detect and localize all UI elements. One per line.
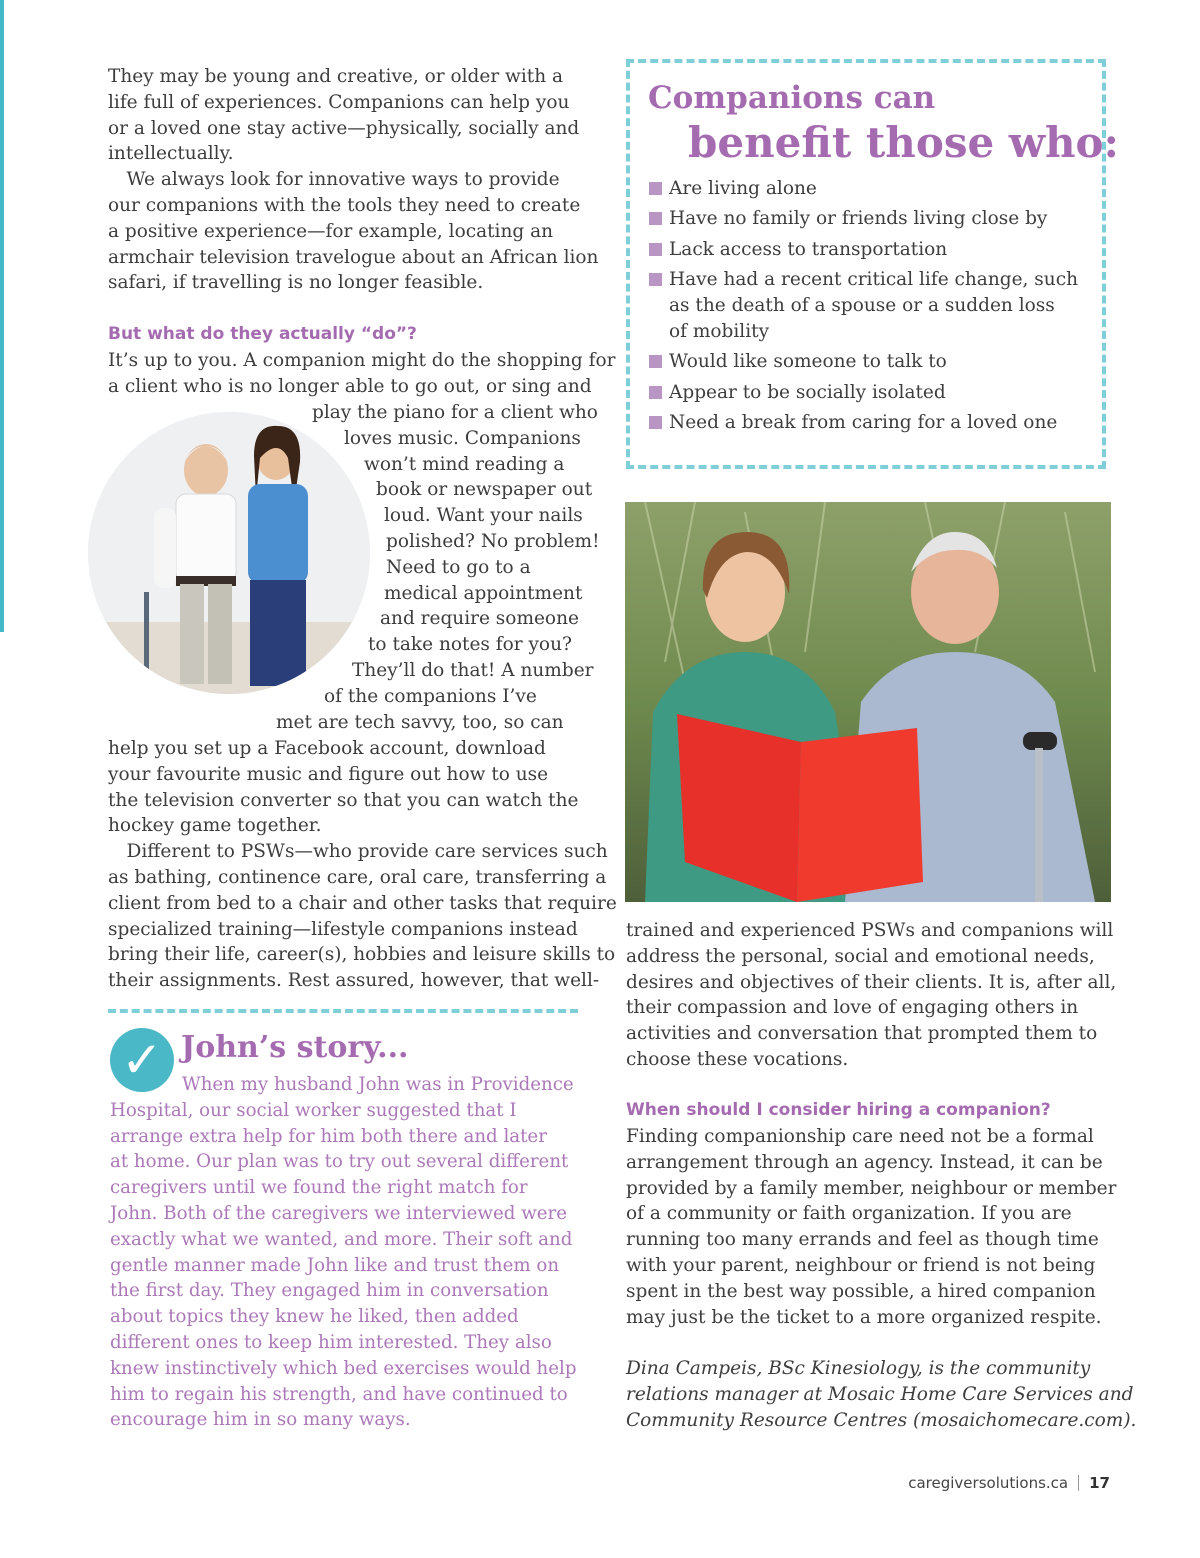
benefit-item-line: Have no family or friends living close by bbox=[669, 208, 1048, 230]
when-paragraph bbox=[626, 1124, 1116, 1330]
do-wrap-line: loud. Want your nails bbox=[384, 505, 583, 527]
intro-paragraphs bbox=[108, 64, 598, 296]
benefit-item-line: Are living alone bbox=[669, 178, 817, 199]
do-wrap-line: play the piano for a client who bbox=[312, 402, 598, 423]
do-bottom-line: their assignments. Rest assured, however, that well- bbox=[108, 970, 600, 992]
story-line: arrange extra help for him both there and later bbox=[110, 1125, 547, 1147]
do-bottom-line: client from bed to a chair and other tasks that require bbox=[108, 892, 617, 914]
benefits-list bbox=[648, 176, 1078, 440]
sidebar-title-line1: Companions can bbox=[648, 80, 936, 116]
benefit-item bbox=[648, 410, 1078, 436]
continued-paragraph bbox=[626, 918, 1116, 1073]
story-line: When my husband John was in Providence bbox=[182, 1074, 574, 1095]
benefit-item bbox=[648, 349, 1078, 375]
section-heading-when-hire: When should I consider hiring a companion? bbox=[626, 1100, 1051, 1120]
when-line: running too many errands and feel as though time bbox=[626, 1229, 1099, 1251]
do-bottom-line: Different to PSWs—who provide care services such bbox=[108, 841, 608, 863]
do-bottom-line: as bathing, continence care, oral care, transferring a bbox=[108, 866, 607, 888]
do-wrap-line: won’t mind reading a bbox=[364, 453, 565, 475]
do-wrap-line: and require someone bbox=[380, 608, 579, 630]
intro-line: safari, if travelling is no longer feasible. bbox=[108, 272, 484, 294]
continued-line: their compassion and love of engaging others in bbox=[626, 997, 1079, 1019]
benefit-item-line: of mobility bbox=[669, 320, 770, 342]
benefit-item bbox=[648, 380, 1078, 406]
benefit-item-line: as the death of a spouse or a sudden loss bbox=[669, 294, 1055, 316]
when-line: provided by a family member, neighbour or member bbox=[626, 1177, 1117, 1199]
continued-line: desires and objectives of their clients. It is, after all, bbox=[626, 971, 1117, 993]
intro-line: our companions with the tools they need to create bbox=[108, 194, 581, 216]
do-paragraph-bottom bbox=[108, 736, 617, 994]
left-edge-accent-bar bbox=[0, 0, 4, 632]
do-bottom-line: bring their life, career(s), hobbies and leisure skills to bbox=[108, 944, 616, 966]
story-line: about topics they knew he liked, then added bbox=[110, 1306, 519, 1328]
when-line: with your parent, neighbour or friend is not being bbox=[626, 1254, 1096, 1276]
story-line: at home. Our plan was to try out several different bbox=[110, 1151, 569, 1173]
do-top-line: a client who is no longer able to go out, or sing and bbox=[108, 375, 592, 397]
do-top-line: It’s up to you. A companion might do the shopping for bbox=[108, 350, 616, 371]
do-wrap-line: book or newspaper out bbox=[376, 479, 593, 501]
intro-line: or a loved one stay active—physically, socially and bbox=[108, 117, 580, 139]
story-line: exactly what we wanted, and more. Their soft and bbox=[110, 1228, 573, 1250]
square-bullet-icon bbox=[649, 355, 662, 368]
benefit-item bbox=[648, 237, 1078, 263]
square-bullet-icon bbox=[649, 273, 662, 286]
footer-separator bbox=[1078, 1475, 1079, 1491]
nurse-reading-to-elderly-man-photo bbox=[625, 502, 1111, 902]
story-line: encourage him in so many ways. bbox=[110, 1409, 411, 1431]
square-bullet-icon bbox=[649, 243, 662, 256]
checkmark-icon: ✓ bbox=[110, 1028, 174, 1092]
do-wrap-line: to take notes for you? bbox=[368, 634, 572, 656]
do-wrap-line: of the companions I’ve bbox=[324, 685, 537, 707]
do-wrap-line: loves music. Companions bbox=[344, 427, 581, 449]
intro-line: We always look for innovative ways to provide bbox=[108, 169, 560, 191]
continued-line: activities and conversation that prompted them to bbox=[626, 1023, 1098, 1045]
byline-line: Community Resource Centres (mosaichomecare.com). bbox=[626, 1409, 1137, 1431]
benefit-item-line: Have had a recent critical life change, such bbox=[669, 269, 1078, 291]
story-line: knew instinctively which bed exercises would help bbox=[110, 1357, 577, 1379]
do-paragraph-wrap-around-photo bbox=[108, 400, 600, 735]
continued-line: trained and experienced PSWs and companions will bbox=[626, 920, 1114, 941]
when-line: spent in the best way possible, a hired companion bbox=[626, 1280, 1096, 1302]
byline-line: relations manager at Mosaic Home Care Services and bbox=[626, 1383, 1134, 1405]
benefit-item bbox=[648, 176, 1078, 202]
do-wrap-line: polished? No problem! bbox=[386, 530, 600, 552]
benefit-item bbox=[648, 267, 1078, 344]
continued-line: address the personal, social and emotional needs, bbox=[626, 945, 1095, 967]
story-line: caregivers until we found the right match for bbox=[110, 1177, 528, 1199]
square-bullet-icon bbox=[649, 416, 662, 429]
square-bullet-icon bbox=[649, 212, 662, 225]
when-line: Finding companionship care need not be a formal bbox=[626, 1126, 1094, 1147]
intro-line: They may be young and creative, or older with a bbox=[108, 66, 564, 87]
page-footer bbox=[908, 1474, 1110, 1492]
when-line: arrangement through an agency. Instead, it can be bbox=[626, 1151, 1103, 1173]
benefit-item bbox=[648, 206, 1078, 232]
benefit-item-line: Would like someone to talk to bbox=[669, 351, 947, 373]
do-bottom-line: the television converter so that you can watch the bbox=[108, 789, 579, 811]
story-line: different ones to keep him interested. They also bbox=[110, 1331, 552, 1353]
footer-site-url: caregiversolutions.ca bbox=[908, 1474, 1069, 1492]
when-line: of a community or faith organization. If you are bbox=[626, 1203, 1072, 1225]
do-paragraph-top bbox=[108, 348, 615, 400]
do-bottom-line: specialized training—lifestyle companions instead bbox=[108, 918, 578, 940]
story-line: the first day. They engaged him in conversation bbox=[110, 1280, 549, 1302]
benefit-item-line: Lack access to transportation bbox=[669, 238, 948, 260]
story-title: John’s story... bbox=[181, 1030, 409, 1065]
byline-line: Dina Campeis, BSc Kinesiology, is the community bbox=[626, 1358, 1091, 1379]
continued-line: choose these vocations. bbox=[626, 1048, 849, 1070]
benefit-item-line: Appear to be socially isolated bbox=[669, 381, 946, 403]
do-wrap-line: They’ll do that! A number bbox=[352, 659, 594, 681]
intro-line: a positive experience—for example, locating an bbox=[108, 220, 554, 242]
intro-line: armchair television travelogue about an African lion bbox=[108, 246, 599, 268]
story-line: Hospital, our social worker suggested that I bbox=[110, 1099, 517, 1121]
do-wrap-line: met are tech savvy, too, so can bbox=[276, 711, 564, 733]
do-wrap-line: Need to go to a bbox=[386, 556, 531, 578]
story-line: gentle manner made John like and trust them on bbox=[110, 1254, 560, 1276]
story-line: him to regain his strength, and have continued to bbox=[110, 1383, 568, 1405]
sidebar-title-line2: benefit those who: bbox=[688, 118, 1120, 167]
do-bottom-line: hockey game together. bbox=[108, 815, 322, 837]
intro-line: life full of experiences. Companions can help you bbox=[108, 91, 570, 113]
intro-line: intellectually. bbox=[108, 143, 234, 165]
nurse-reading-to-elderly-man-illustration bbox=[625, 502, 1111, 902]
do-wrap-line: medical appointment bbox=[384, 582, 583, 604]
author-byline bbox=[626, 1356, 1136, 1433]
section-heading-what-do: But what do they actually “do”? bbox=[108, 324, 417, 344]
when-line: may just be the ticket to a more organized respite. bbox=[626, 1306, 1102, 1328]
do-bottom-line: help you set up a Facebook account, download bbox=[108, 738, 546, 759]
do-bottom-line: your favourite music and figure out how to use bbox=[108, 763, 549, 785]
square-bullet-icon bbox=[649, 386, 662, 399]
story-text bbox=[110, 1072, 576, 1433]
story-divider-dashed bbox=[108, 1009, 578, 1013]
benefit-item-line: Need a break from caring for a loved one bbox=[669, 411, 1058, 433]
story-line: John. Both of the caregivers we interviewed were bbox=[110, 1202, 567, 1224]
square-bullet-icon bbox=[649, 182, 662, 195]
page-number: 17 bbox=[1089, 1474, 1110, 1492]
